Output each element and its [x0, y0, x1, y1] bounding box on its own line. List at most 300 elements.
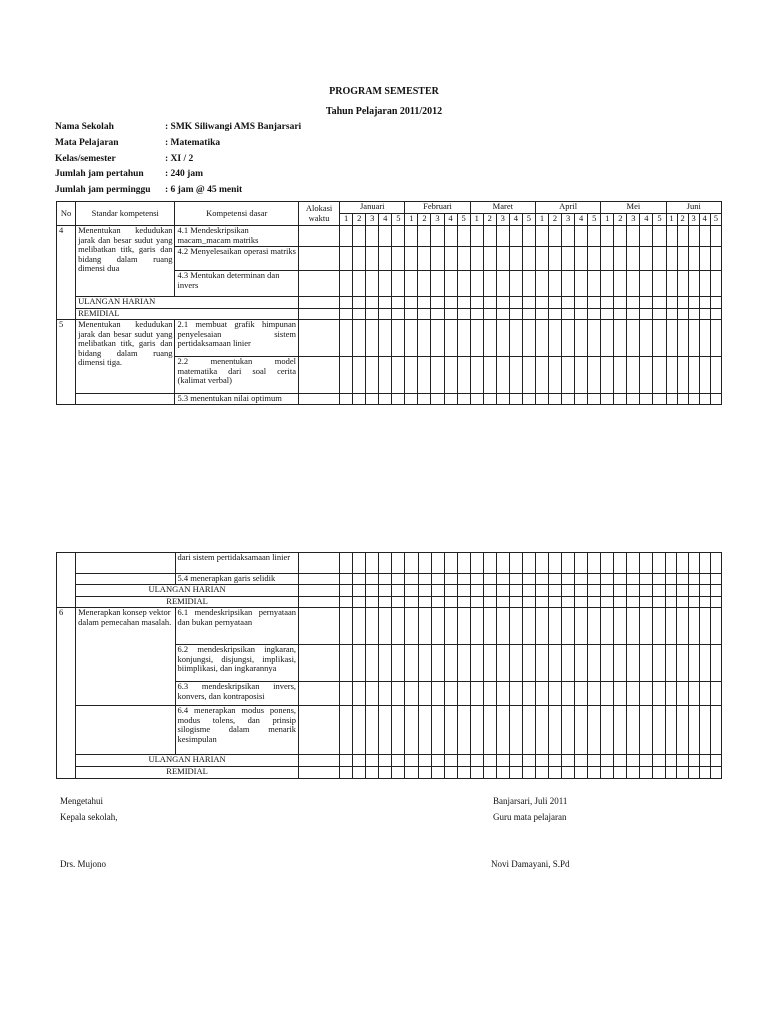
cell-week	[457, 585, 470, 597]
cell-week	[353, 645, 366, 682]
cell-week	[418, 706, 431, 755]
cell-week	[688, 247, 699, 271]
cell-week	[640, 271, 653, 297]
cell-kompetensi-dasar: 6.4 menerapkan modus ponens, modus tolens, dan prinsip silogisme dalam menarik kesimpulan	[175, 706, 299, 755]
cell-week	[340, 320, 353, 357]
cell-week	[535, 608, 548, 645]
cell-week	[677, 574, 688, 585]
cell-week	[470, 247, 483, 271]
cell-week	[575, 574, 588, 585]
cell-week	[535, 357, 548, 394]
cell-week	[588, 357, 601, 394]
cell-week	[688, 271, 699, 297]
week-6-3: 3	[688, 214, 699, 226]
cell-week	[457, 682, 470, 706]
cell-week	[601, 357, 614, 394]
cell-week	[392, 297, 405, 309]
signature-left-line-1: Mengetahui	[60, 796, 103, 806]
cell-week	[509, 309, 522, 320]
cell-week	[710, 309, 721, 320]
cell-alokasi	[299, 706, 340, 755]
cell-week	[627, 597, 640, 608]
cell-week	[483, 767, 496, 779]
cell-week	[444, 297, 457, 309]
cell-kompetensi-dasar: dari sistem pertidaksamaan linier	[175, 553, 299, 574]
cell-week	[457, 247, 470, 271]
cell-standar-kompetensi-empty	[76, 706, 175, 755]
cell-standar-kompetensi-empty	[76, 553, 175, 574]
signature-left-name: Drs. Mujono	[60, 859, 107, 869]
cell-week	[431, 553, 444, 574]
cell-week	[366, 755, 379, 767]
cell-week	[640, 682, 653, 706]
cell-alokasi	[298, 320, 339, 357]
cell-week	[614, 320, 627, 357]
cell-week	[575, 585, 588, 597]
cell-week	[392, 755, 405, 767]
cell-week	[483, 297, 496, 309]
cell-week	[562, 309, 575, 320]
week-3-5: 5	[522, 214, 535, 226]
cell-week	[575, 706, 588, 755]
cell-week	[688, 706, 699, 755]
cell-week	[653, 357, 666, 394]
week-1-5: 5	[392, 214, 405, 226]
cell-week	[710, 585, 721, 597]
cell-week	[699, 645, 710, 682]
cell-week	[548, 645, 561, 682]
cell-week	[562, 553, 575, 574]
cell-standar-kompetensi-empty	[76, 394, 175, 405]
cell-week	[522, 597, 535, 608]
cell-week	[405, 357, 418, 394]
cell-week	[601, 247, 614, 271]
cell-week	[640, 226, 653, 247]
cell-week	[535, 645, 548, 682]
cell-week	[457, 706, 470, 755]
week-2-5: 5	[457, 214, 470, 226]
cell-week	[379, 357, 392, 394]
cell-week	[431, 271, 444, 297]
cell-week	[614, 755, 627, 767]
table-row	[57, 706, 722, 755]
cell-week	[483, 357, 496, 394]
cell-week	[405, 309, 418, 320]
cell-week	[340, 553, 353, 574]
cell-week	[699, 271, 710, 297]
cell-week	[601, 309, 614, 320]
page-title: PROGRAM SEMESTER	[329, 86, 439, 97]
cell-week	[575, 226, 588, 247]
info-label: Jumlah jam pertahun	[55, 169, 144, 179]
cell-week	[588, 755, 601, 767]
cell-week	[470, 608, 483, 645]
cell-week	[392, 553, 405, 574]
cell-ulangan-harian: ULANGAN HARIAN	[76, 585, 299, 597]
header-month-mei: Mei	[601, 202, 666, 214]
cell-week	[640, 574, 653, 585]
cell-week	[379, 226, 392, 247]
cell-week	[405, 608, 418, 645]
signature-right-line-1: Banjarsari, Juli 2011	[493, 796, 568, 806]
cell-week	[562, 574, 575, 585]
week-3-4: 4	[509, 214, 522, 226]
cell-week	[483, 755, 496, 767]
cell-week	[483, 309, 496, 320]
cell-week	[522, 682, 535, 706]
cell-week	[444, 767, 457, 779]
cell-week	[627, 553, 640, 574]
cell-week	[601, 597, 614, 608]
cell-week	[522, 767, 535, 779]
cell-week	[627, 755, 640, 767]
cell-week	[535, 394, 548, 405]
table-row	[57, 226, 722, 247]
cell-week	[588, 309, 601, 320]
cell-week	[470, 597, 483, 608]
cell-week	[601, 608, 614, 645]
cell-week	[710, 271, 721, 297]
cell-week	[340, 394, 353, 405]
cell-week	[509, 645, 522, 682]
header-month-februari: Februari	[405, 202, 470, 214]
cell-week	[470, 767, 483, 779]
week-1-4: 4	[379, 214, 392, 226]
cell-week	[666, 357, 677, 394]
cell-week	[688, 320, 699, 357]
cell-week	[470, 645, 483, 682]
cell-week	[496, 247, 509, 271]
cell-week	[653, 767, 666, 779]
cell-week	[405, 755, 418, 767]
cell-week	[535, 767, 548, 779]
cell-week	[340, 755, 353, 767]
cell-week	[688, 297, 699, 309]
cell-week	[549, 271, 562, 297]
cell-week	[710, 597, 721, 608]
cell-week	[640, 394, 653, 405]
header-alokasi-waktu: Alokasi waktu	[298, 202, 339, 226]
cell-week	[431, 247, 444, 271]
cell-week	[431, 682, 444, 706]
week-3-2: 2	[483, 214, 496, 226]
cell-week	[457, 645, 470, 682]
cell-week	[470, 271, 483, 297]
cell-week	[470, 309, 483, 320]
cell-week	[688, 645, 699, 682]
cell-ulangan-harian: ULANGAN HARIAN	[76, 297, 299, 309]
cell-week	[483, 682, 496, 706]
cell-week	[688, 357, 699, 394]
cell-week	[522, 271, 535, 297]
cell-week	[688, 682, 699, 706]
cell-week	[548, 755, 561, 767]
cell-week	[418, 357, 431, 394]
cell-week	[379, 767, 392, 779]
cell-week	[549, 320, 562, 357]
cell-week	[627, 645, 640, 682]
cell-week	[457, 574, 470, 585]
cell-week	[562, 597, 575, 608]
cell-week	[392, 608, 405, 645]
info-label: Kelas/semester	[55, 154, 116, 164]
cell-week	[392, 574, 405, 585]
cell-week	[444, 553, 457, 574]
cell-week	[496, 585, 509, 597]
cell-week	[549, 247, 562, 271]
cell-week	[688, 755, 699, 767]
cell-week	[666, 226, 677, 247]
cell-no: 4	[57, 226, 76, 320]
cell-alokasi	[298, 271, 339, 297]
cell-week	[509, 597, 522, 608]
cell-week	[699, 597, 710, 608]
cell-week	[379, 574, 392, 585]
info-label: Jumlah jam perminggu	[55, 185, 151, 195]
cell-week	[509, 608, 522, 645]
cell-week	[379, 585, 392, 597]
cell-week	[601, 574, 614, 585]
cell-week	[392, 394, 405, 405]
cell-week	[601, 394, 614, 405]
cell-week	[666, 574, 677, 585]
cell-week	[548, 706, 561, 755]
cell-week	[699, 682, 710, 706]
cell-alokasi	[298, 394, 339, 405]
cell-week	[535, 585, 548, 597]
cell-week	[444, 247, 457, 271]
info-value: : 240 jam	[165, 169, 203, 179]
week-2-2: 2	[418, 214, 431, 226]
cell-week	[677, 309, 688, 320]
cell-week	[496, 553, 509, 574]
cell-week	[653, 682, 666, 706]
cell-week	[688, 394, 699, 405]
cell-standar-kompetensi: Menentukan kedudukan jarak dan besar sudut yang melibatkan titk, garis dan bidang dalam ruang dimensi tiga.	[76, 320, 175, 394]
cell-week	[562, 608, 575, 645]
cell-week	[575, 755, 588, 767]
cell-week	[614, 309, 627, 320]
cell-week	[562, 585, 575, 597]
cell-week	[548, 597, 561, 608]
cell-week	[699, 394, 710, 405]
cell-week	[614, 553, 627, 574]
week-1-2: 2	[353, 214, 366, 226]
cell-week	[366, 297, 379, 309]
cell-week	[653, 309, 666, 320]
cell-week	[588, 706, 601, 755]
cell-week	[699, 553, 710, 574]
cell-week	[444, 755, 457, 767]
cell-week	[379, 645, 392, 682]
cell-week	[392, 585, 405, 597]
cell-week	[640, 767, 653, 779]
cell-week	[496, 297, 509, 309]
cell-standar-kompetensi: Menerapkan konsep vektor dalam pemecahan masalah.	[76, 608, 175, 706]
cell-week	[588, 767, 601, 779]
cell-week	[457, 767, 470, 779]
cell-week	[653, 597, 666, 608]
cell-week	[418, 394, 431, 405]
cell-week	[470, 297, 483, 309]
cell-week	[366, 597, 379, 608]
page-subtitle: Tahun Pelajaran 2011/2012	[325, 106, 443, 117]
cell-no: 5	[57, 320, 76, 405]
cell-week	[457, 226, 470, 247]
table-row-ulangan	[57, 297, 722, 309]
cell-week	[710, 247, 721, 271]
cell-week	[614, 682, 627, 706]
cell-week	[575, 271, 588, 297]
cell-week	[562, 394, 575, 405]
cell-alokasi	[299, 585, 340, 597]
cell-week	[699, 755, 710, 767]
cell-week	[653, 553, 666, 574]
week-5-1: 1	[601, 214, 614, 226]
cell-week	[653, 271, 666, 297]
header-month-april: April	[535, 202, 600, 214]
cell-week	[535, 574, 548, 585]
cell-week	[496, 226, 509, 247]
cell-week	[418, 608, 431, 645]
cell-week	[392, 645, 405, 682]
cell-week	[366, 226, 379, 247]
kd-text: 4.3 Mentukan determinan dan invers	[177, 270, 280, 290]
cell-week	[666, 597, 677, 608]
cell-week	[522, 226, 535, 247]
week-2-4: 4	[444, 214, 457, 226]
header-month-januari: Januari	[340, 202, 405, 214]
cell-week	[496, 755, 509, 767]
cell-week	[340, 706, 353, 755]
cell-week	[431, 297, 444, 309]
cell-week	[710, 394, 721, 405]
cell-week	[444, 309, 457, 320]
cell-week	[627, 608, 640, 645]
table-row-remidial	[57, 309, 722, 320]
cell-week	[562, 297, 575, 309]
cell-week	[366, 585, 379, 597]
week-5-5: 5	[653, 214, 666, 226]
cell-week	[353, 271, 366, 297]
cell-week	[653, 706, 666, 755]
cell-alokasi	[299, 608, 340, 645]
cell-week	[496, 357, 509, 394]
cell-no: 6	[57, 608, 76, 779]
cell-week	[470, 226, 483, 247]
cell-week	[588, 553, 601, 574]
cell-week	[688, 574, 699, 585]
cell-week	[548, 767, 561, 779]
cell-week	[431, 706, 444, 755]
cell-alokasi	[299, 755, 340, 767]
cell-week	[405, 297, 418, 309]
cell-week	[666, 682, 677, 706]
cell-week	[699, 574, 710, 585]
cell-week	[509, 226, 522, 247]
cell-week	[666, 645, 677, 682]
cell-week	[677, 597, 688, 608]
week-2-3: 3	[431, 214, 444, 226]
cell-week	[522, 706, 535, 755]
cell-week	[588, 394, 601, 405]
cell-week	[483, 706, 496, 755]
cell-week	[666, 585, 677, 597]
cell-week	[535, 247, 548, 271]
cell-week	[601, 767, 614, 779]
cell-week	[601, 585, 614, 597]
cell-week	[509, 297, 522, 309]
cell-week	[588, 645, 601, 682]
cell-week	[666, 608, 677, 645]
cell-week	[535, 309, 548, 320]
info-value: : SMK Siliwangi AMS Banjarsari	[165, 122, 302, 132]
cell-week	[601, 297, 614, 309]
cell-kompetensi-dasar: 5.3 menentukan nilai optimum	[175, 394, 299, 405]
cell-week	[653, 645, 666, 682]
cell-week	[379, 755, 392, 767]
cell-week	[614, 597, 627, 608]
cell-week	[522, 645, 535, 682]
cell-week	[457, 597, 470, 608]
cell-week	[418, 297, 431, 309]
cell-week	[562, 357, 575, 394]
cell-week	[688, 553, 699, 574]
cell-week	[444, 357, 457, 394]
cell-week	[522, 394, 535, 405]
cell-week	[522, 320, 535, 357]
cell-week	[699, 357, 710, 394]
cell-week	[666, 271, 677, 297]
cell-week	[627, 767, 640, 779]
cell-week	[366, 247, 379, 271]
cell-week	[509, 247, 522, 271]
cell-week	[392, 767, 405, 779]
cell-week	[379, 394, 392, 405]
cell-week	[379, 271, 392, 297]
cell-week	[418, 309, 431, 320]
cell-week	[588, 574, 601, 585]
cell-week	[549, 226, 562, 247]
cell-week	[710, 682, 721, 706]
week-3-3: 3	[496, 214, 509, 226]
cell-week	[601, 706, 614, 755]
cell-week	[366, 767, 379, 779]
cell-week	[418, 597, 431, 608]
cell-week	[688, 585, 699, 597]
cell-week	[548, 585, 561, 597]
cell-week	[392, 271, 405, 297]
cell-week	[562, 645, 575, 682]
cell-week	[340, 574, 353, 585]
cell-kompetensi-dasar: 5.4 menerapkan garis selidik	[175, 574, 299, 585]
cell-week	[444, 597, 457, 608]
week-4-3: 3	[562, 214, 575, 226]
cell-week	[575, 608, 588, 645]
cell-week	[366, 357, 379, 394]
cell-week	[627, 394, 640, 405]
table-row-ulangan	[57, 755, 722, 767]
cell-week	[653, 755, 666, 767]
cell-kompetensi-dasar	[175, 271, 299, 297]
cell-week	[353, 574, 366, 585]
cell-week	[562, 767, 575, 779]
cell-week	[535, 706, 548, 755]
cell-week	[353, 309, 366, 320]
cell-week	[699, 585, 710, 597]
cell-week	[699, 226, 710, 247]
cell-week	[677, 247, 688, 271]
